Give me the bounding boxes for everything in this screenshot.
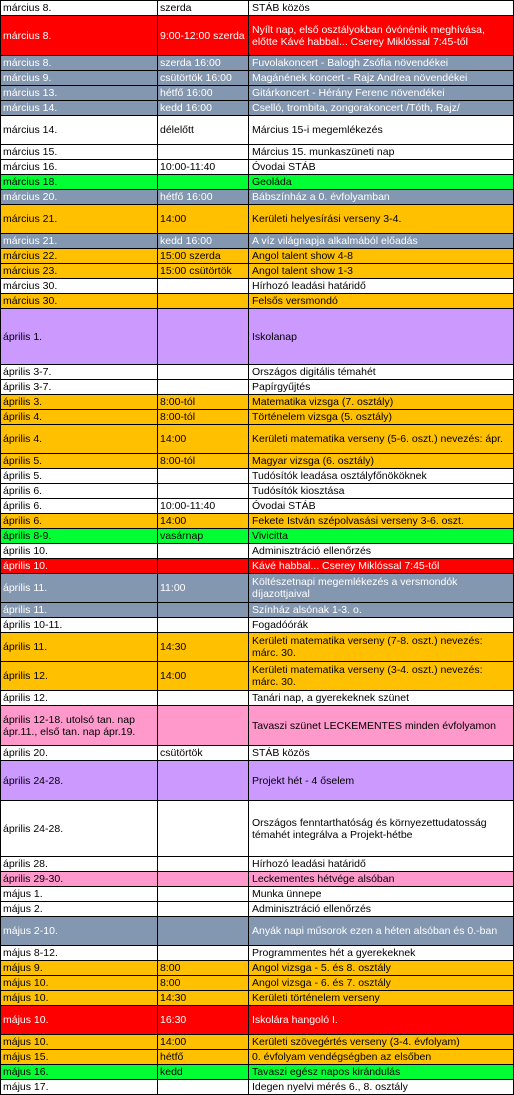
event-cell: STÁB közös [249, 746, 514, 761]
table-row [1, 746, 514, 761]
time-cell [158, 917, 249, 946]
date-cell: április 10. [1, 544, 158, 559]
date-cell: április 5. [1, 469, 158, 484]
table-row [1, 205, 514, 234]
event-cell: Fogadóórák [249, 618, 514, 633]
table-row [1, 976, 514, 991]
event-cell: Munka ünnepe [249, 887, 514, 902]
table-row [1, 145, 514, 160]
time-cell [158, 902, 249, 917]
date-cell: május 9. [1, 961, 158, 976]
time-cell: vasárnap [158, 529, 249, 544]
date-cell: április 3. [1, 395, 158, 410]
event-cell: Kerületi helyesírási verseny 3-4. [249, 205, 514, 234]
time-cell: 10:00-11:40 [158, 499, 249, 514]
table-row [1, 706, 514, 746]
table-row [1, 380, 514, 395]
table-row [1, 16, 514, 56]
event-cell: Kerületi szövegértés verseny (3-4. évfolyam) [249, 1035, 514, 1050]
table-row [1, 857, 514, 872]
time-cell: 16:30 [158, 1006, 249, 1035]
date-cell: május 2. [1, 902, 158, 917]
time-cell: 14:00 [158, 425, 249, 454]
time-cell: hétfő 16:00 [158, 190, 249, 205]
date-cell: március 30. [1, 279, 158, 294]
event-cell: Angol talent show 1-3 [249, 264, 514, 279]
table-row [1, 365, 514, 380]
event-cell: Vivicitta [249, 529, 514, 544]
date-cell: május 15. [1, 1050, 158, 1065]
event-cell: Nyílt nap, első osztályokban óvónénik meghívása, előtte Kávé habbal... Cserey Miklóssal 7:45-től [249, 16, 514, 56]
event-cell: Adminisztráció ellenőrzés [249, 544, 514, 559]
event-cell: Hírhozó leadási határidő [249, 857, 514, 872]
time-cell: hétfő 16:00 [158, 86, 249, 101]
table-row [1, 1, 514, 16]
event-cell: Költészetnapi megemlékezés a versmondók díjazottjaival [249, 574, 514, 603]
time-cell: csütörtök 16:00 [158, 71, 249, 86]
time-cell [158, 603, 249, 618]
time-cell: 8:00 [158, 961, 249, 976]
table-row [1, 887, 514, 902]
table-row [1, 662, 514, 691]
table-row [1, 917, 514, 946]
event-cell: Matematika vizsga (7. osztály) [249, 395, 514, 410]
table-row [1, 160, 514, 175]
event-cell: STÁB közös [249, 1, 514, 16]
time-cell: 10:00-11:40 [158, 160, 249, 175]
event-cell: Idegen nyelvi mérés 6., 8. osztály [249, 1080, 514, 1095]
time-cell [158, 887, 249, 902]
event-cell: Iskolára hangoló I. [249, 1006, 514, 1035]
event-cell: Leckementes hétvége alsóban [249, 872, 514, 887]
table-row [1, 872, 514, 887]
event-cell: Angol vizsga - 6. és 7. osztály [249, 976, 514, 991]
table-row [1, 264, 514, 279]
event-cell: Országos fenntarthatóság és környezettudatosság témahét integrálva a Projekt-hétbe [249, 801, 514, 857]
date-cell: március 15. [1, 145, 158, 160]
time-cell [158, 618, 249, 633]
time-cell: 14:00 [158, 514, 249, 529]
time-cell: 15:00 szerda [158, 249, 249, 264]
date-cell: május 10. [1, 1006, 158, 1035]
time-cell: szerda 16:00 [158, 56, 249, 71]
date-cell: május 10. [1, 991, 158, 1006]
table-row [1, 71, 514, 86]
event-cell: Bábszínház a 0. évfolyamban [249, 190, 514, 205]
event-cell: Óvodai STÁB [249, 499, 514, 514]
schedule-rows [1, 1, 514, 1095]
date-cell: március 23. [1, 264, 158, 279]
time-cell [158, 145, 249, 160]
event-cell: Adminisztráció ellenőrzés [249, 902, 514, 917]
table-row [1, 469, 514, 484]
date-cell: április 6. [1, 514, 158, 529]
date-cell: március 8. [1, 16, 158, 56]
table-row [1, 454, 514, 469]
time-cell [158, 691, 249, 706]
time-cell: 14:00 [158, 1035, 249, 1050]
table-row [1, 514, 514, 529]
event-cell: Iskolanap [249, 309, 514, 365]
date-cell: április 11. [1, 603, 158, 618]
date-cell: március 18. [1, 175, 158, 190]
table-row [1, 1006, 514, 1035]
table-row [1, 801, 514, 857]
time-cell [158, 294, 249, 309]
event-cell: Március 15-i megemlékezés [249, 116, 514, 145]
time-cell [158, 761, 249, 801]
table-row [1, 946, 514, 961]
date-cell: március 21. [1, 205, 158, 234]
event-cell: Fuvolakoncert - Balogh Zsófia növendékei [249, 56, 514, 71]
time-cell: 8:00-tól [158, 454, 249, 469]
time-cell [158, 1080, 249, 1095]
date-cell: március 9. [1, 71, 158, 86]
time-cell [158, 175, 249, 190]
date-cell: április 5. [1, 454, 158, 469]
date-cell: március 20. [1, 190, 158, 205]
time-cell: 14:00 [158, 205, 249, 234]
table-row [1, 395, 514, 410]
event-cell: Gitárkoncert - Hérány Ferenc növendékei [249, 86, 514, 101]
time-cell: 8:00 [158, 976, 249, 991]
event-cell: Magánének koncert - Rajz Andrea növendékei [249, 71, 514, 86]
table-row [1, 425, 514, 454]
event-cell: Programmentes hét a gyerekeknek [249, 946, 514, 961]
time-cell: 8:00-tól [158, 395, 249, 410]
time-cell: 11:00 [158, 574, 249, 603]
time-cell: hétfő [158, 1050, 249, 1065]
date-cell: március 30. [1, 294, 158, 309]
event-cell: Kerületi történelem verseny [249, 991, 514, 1006]
event-cell: Angol talent show 4-8 [249, 249, 514, 264]
date-cell: május 8-12. [1, 946, 158, 961]
date-cell: április 20. [1, 746, 158, 761]
date-cell: május 16. [1, 1065, 158, 1080]
time-cell: délelőtt [158, 116, 249, 145]
table-row [1, 234, 514, 249]
event-cell: Angol vizsga - 5. és 8. osztály [249, 961, 514, 976]
time-cell [158, 857, 249, 872]
time-cell: 14:30 [158, 633, 249, 662]
date-cell: április 11. [1, 633, 158, 662]
event-cell: Történelem vizsga (5. osztály) [249, 410, 514, 425]
event-cell: Tavaszi szünet LECKEMENTES minden évfolyamon [249, 706, 514, 746]
event-cell: Színház alsónak 1-3. o. [249, 603, 514, 618]
table-row [1, 761, 514, 801]
table-row [1, 86, 514, 101]
date-cell: március 14. [1, 116, 158, 145]
time-cell: 14:00 [158, 662, 249, 691]
time-cell: 14:30 [158, 991, 249, 1006]
event-cell: Hírhozó leadási határidő [249, 279, 514, 294]
table-row [1, 410, 514, 425]
date-cell: április 10-11. [1, 618, 158, 633]
table-row [1, 633, 514, 662]
time-cell [158, 706, 249, 746]
date-cell: április 12. [1, 691, 158, 706]
event-cell: Óvodai STÁB [249, 160, 514, 175]
time-cell [158, 279, 249, 294]
event-cell: Fekete István szépolvasási verseny 3-6. oszt. [249, 514, 514, 529]
date-cell: április 24-28. [1, 761, 158, 801]
table-row [1, 618, 514, 633]
table-row [1, 961, 514, 976]
table-row [1, 691, 514, 706]
date-cell: április 1. [1, 309, 158, 365]
date-cell: március 8. [1, 56, 158, 71]
event-cell: 0. évfolyam vendégségben az elsőben [249, 1050, 514, 1065]
date-cell: április 28. [1, 857, 158, 872]
event-cell: Cselló, trombita, zongorakoncert /Tóth, Rajz/ [249, 101, 514, 116]
date-cell: április 4. [1, 410, 158, 425]
date-cell: április 4. [1, 425, 158, 454]
time-cell: kedd 16:00 [158, 101, 249, 116]
table-row [1, 249, 514, 264]
time-cell [158, 309, 249, 365]
date-cell: április 6. [1, 484, 158, 499]
event-cell: Tavaszi egész napos kirándulás [249, 1065, 514, 1080]
table-row [1, 544, 514, 559]
date-cell: április 3-7. [1, 380, 158, 395]
date-cell: május 17. [1, 1080, 158, 1095]
table-row [1, 603, 514, 618]
date-cell: április 29-30. [1, 872, 158, 887]
date-cell: március 8. [1, 1, 158, 16]
date-cell: május 10. [1, 1035, 158, 1050]
time-cell: kedd 16:00 [158, 234, 249, 249]
time-cell: 8:00-tól [158, 410, 249, 425]
table-row [1, 1050, 514, 1065]
date-cell: március 14. [1, 101, 158, 116]
date-cell: április 3-7. [1, 365, 158, 380]
event-cell: Felsős versmondó [249, 294, 514, 309]
table-row [1, 56, 514, 71]
time-cell: csütörtök [158, 746, 249, 761]
event-cell: Anyák napi műsorok ezen a héten alsóban és 0.-ban [249, 917, 514, 946]
time-cell [158, 872, 249, 887]
time-cell [158, 801, 249, 857]
table-row [1, 175, 514, 190]
date-cell: április 11. [1, 574, 158, 603]
time-cell: kedd [158, 1065, 249, 1080]
time-cell [158, 559, 249, 574]
table-row [1, 294, 514, 309]
date-cell: április 8-9. [1, 529, 158, 544]
date-cell: április 12-18. utolsó tan. nap ápr.11., első tan. nap ápr.19. [1, 706, 158, 746]
table-row [1, 279, 514, 294]
event-cell: Országos digitális témahét [249, 365, 514, 380]
table-row [1, 559, 514, 574]
event-cell: A víz világnapja alkalmából előadás [249, 234, 514, 249]
event-cell: Kerületi matematika verseny (3-4. oszt.) nevezés: márc. 30. [249, 662, 514, 691]
time-cell [158, 365, 249, 380]
time-cell [158, 484, 249, 499]
date-cell: május 1. [1, 887, 158, 902]
table-row [1, 309, 514, 365]
table-row [1, 101, 514, 116]
table-row [1, 991, 514, 1006]
table-row [1, 529, 514, 544]
event-cell: Tudósítók kiosztása [249, 484, 514, 499]
date-cell: április 24-28. [1, 801, 158, 857]
table-row [1, 1080, 514, 1095]
time-cell: 9:00-12:00 szerda [158, 16, 249, 56]
time-cell [158, 469, 249, 484]
time-cell [158, 380, 249, 395]
event-cell: Március 15. munkaszüneti nap [249, 145, 514, 160]
date-cell: március 13. [1, 86, 158, 101]
event-cell: Geoláda [249, 175, 514, 190]
time-cell [158, 946, 249, 961]
table-row [1, 116, 514, 145]
time-cell: 15:00 csütörtök [158, 264, 249, 279]
date-cell: március 16. [1, 160, 158, 175]
time-cell: szerda [158, 1, 249, 16]
event-cell: Tudósítók leadása osztályfőnököknek [249, 469, 514, 484]
table-row [1, 574, 514, 603]
event-cell: Papírgyűjtés [249, 380, 514, 395]
event-cell: Kerületi matematika verseny (5-6. oszt.) nevezés: ápr. [249, 425, 514, 454]
date-cell: április 10. [1, 559, 158, 574]
date-cell: április 6. [1, 499, 158, 514]
event-cell: Projekt hét - 4 őselem [249, 761, 514, 801]
date-cell: március 21. [1, 234, 158, 249]
table-row [1, 484, 514, 499]
table-row [1, 1065, 514, 1080]
table-row [1, 499, 514, 514]
date-cell: március 22. [1, 249, 158, 264]
event-cell: Kávé habbal... Cserey Miklóssal 7:45-től [249, 559, 514, 574]
date-cell: május 10. [1, 976, 158, 991]
date-cell: május 2-10. [1, 917, 158, 946]
time-cell [158, 544, 249, 559]
event-cell: Kerületi matematika verseny (7-8. oszt.) nevezés: márc. 30. [249, 633, 514, 662]
table-row [1, 1035, 514, 1050]
table-row [1, 190, 514, 205]
date-cell: április 12. [1, 662, 158, 691]
table-row [1, 902, 514, 917]
event-cell: Magyar vizsga (6. osztály) [249, 454, 514, 469]
event-cell: Tanári nap, a gyerekeknek szünet [249, 691, 514, 706]
